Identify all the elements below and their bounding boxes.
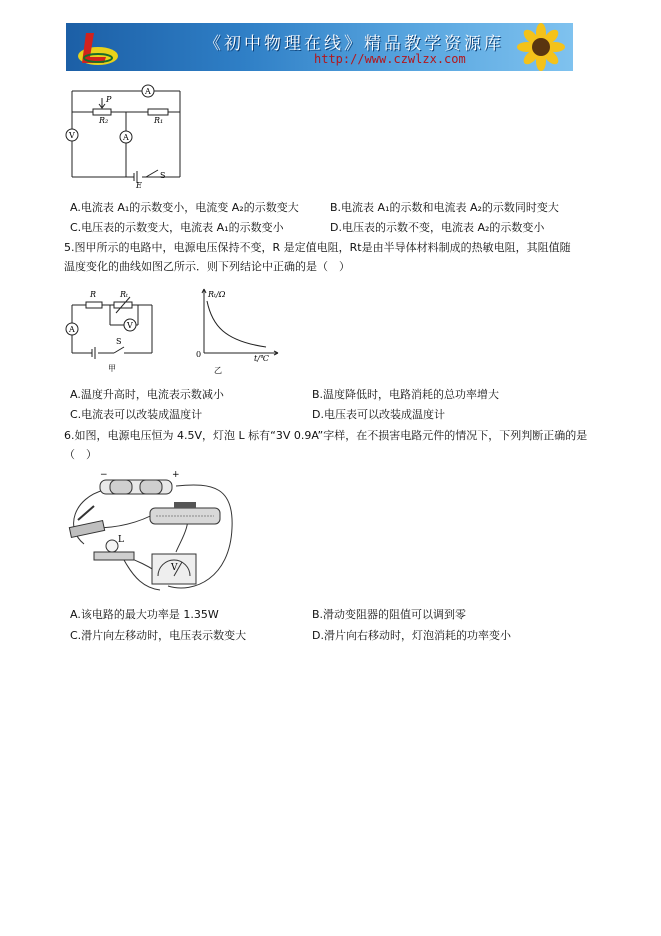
q6-lamp-label: L: [118, 535, 124, 545]
q5-resistance-graph: [194, 285, 284, 377]
q5-jia-label: 甲: [108, 364, 116, 373]
q5-ammeter-label: A: [69, 325, 75, 334]
q5-voltmeter-label: V: [127, 321, 133, 330]
q4-r1-label: R₁: [154, 116, 164, 125]
q5-rt-label: Rₜ: [120, 290, 128, 299]
q5-graph-origin-label: 0: [196, 350, 202, 359]
q4-ammeter-a1-label: A: [123, 133, 129, 142]
q6-voltmeter-label: V: [171, 563, 178, 573]
q4-r2-label: R₂: [99, 116, 109, 125]
q6-option-a[interactable]: A.该电路的最大功率是 1.35W: [70, 608, 219, 621]
q5-stem-line1: 5.图甲所示的电路中，电源电压保持不变，R 是定值电阻，Rt是由半导体材料制成的热敏电阻，其阻值随: [64, 241, 571, 254]
q4-switch-label: S: [160, 171, 166, 180]
sunflower-icon: [503, 23, 567, 71]
q4-ammeter-a-label: A: [145, 87, 151, 96]
q4-circuit-diagram: [62, 82, 192, 188]
q6-stem-line2: （ ）: [64, 448, 97, 461]
logo-icon: [76, 29, 120, 67]
q5-r-label: R: [90, 290, 97, 299]
q5-option-c[interactable]: C.电流表可以改装成温度计: [70, 408, 203, 421]
q4-slider-label: P: [106, 95, 112, 104]
q4-option-b[interactable]: B.电流表 A₁的示数和电流表 A₂的示数同时变大: [330, 201, 559, 214]
q4-option-c[interactable]: C.电压表的示数变大，电流表 A₁的示数变小: [70, 221, 284, 234]
q5-graph-yaxis-label: Rₜ/Ω: [208, 290, 226, 299]
q4-option-a[interactable]: A.电流表 A₁的示数变小，电流变 A₂的示数变大: [70, 201, 299, 214]
q6-option-b[interactable]: B.滑动变阻器的阻值可以调到零: [312, 608, 467, 621]
q5-stem-line2: 温度变化的曲线如图乙所示．则下列结论中正确的是（ ）: [64, 260, 350, 273]
q5-option-a[interactable]: A.温度升高时，电流表示数减小: [70, 388, 224, 401]
q5-yi-label: 乙: [214, 366, 222, 375]
q6-stem-line1: 6.如图，电源电压恒为 4.5V，灯泡 L 标有“3V 0.9A”字样，在不损害电路元件的情况下，下列判断正确的是: [64, 429, 588, 442]
q4-option-d[interactable]: D.电压表的示数不变，电流表 A₂的示数变小: [330, 221, 545, 234]
q5-circuit-jia: [62, 285, 162, 377]
banner-title: 《初中物理在线》精品教学资源库: [204, 34, 504, 54]
q6-option-c[interactable]: C.滑片向左移动时，电压表示数变大: [70, 629, 247, 642]
q6-circuit-photo: [64, 468, 244, 600]
q5-graph-xaxis-label: t/℃: [254, 354, 269, 363]
header-banner: [66, 23, 573, 71]
q4-source-label: E: [136, 181, 142, 188]
q6-option-d[interactable]: D.滑片向右移动时，灯泡消耗的功率变小: [312, 629, 511, 642]
q5-option-b[interactable]: B.温度降低时，电路消耗的总功率增大: [312, 388, 500, 401]
banner-url[interactable]: http://www.czwlzx.com: [314, 52, 466, 66]
q4-voltmeter-label: V: [69, 131, 75, 140]
q6-battery-plus-label: +: [172, 470, 180, 480]
q5-switch-label: S: [116, 337, 122, 346]
q6-battery-minus-label: −: [100, 470, 108, 480]
q5-option-d[interactable]: D.电压表可以改装成温度计: [312, 408, 445, 421]
